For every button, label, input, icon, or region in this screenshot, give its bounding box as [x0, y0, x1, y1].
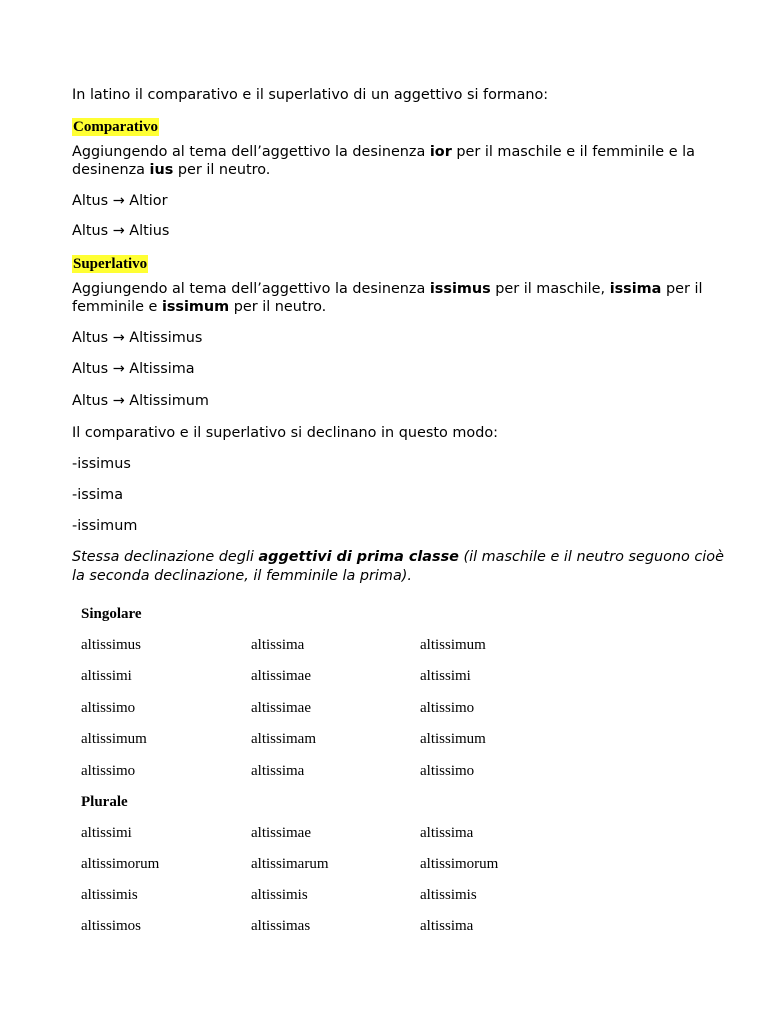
table-cell: altissima [251, 637, 305, 653]
note-line-1 [72, 548, 724, 567]
ending-item: -issimus [72, 456, 131, 472]
table-cell: altissimi [81, 825, 132, 841]
comparativo-example: Altus → Altior [72, 193, 168, 209]
table-cell: altissimae [251, 700, 311, 716]
plurale-label: Plurale [81, 794, 128, 810]
text-run: per il neutro. [229, 299, 327, 315]
table-cell: altissimo [420, 700, 475, 716]
declinazione-intro: Il comparativo e il superlativo si declinano in questo modo: [72, 425, 498, 441]
intro-text: In latino il comparativo e il superlativo di un aggettivo si formano: [72, 87, 549, 103]
ending-issima: issima [609, 281, 662, 297]
table-cell: altissimam [251, 731, 316, 747]
table-cell: altissimas [251, 918, 311, 934]
text-run: per il [661, 281, 703, 297]
table-cell: altissimi [420, 668, 471, 684]
ending-item: -issimum [72, 518, 138, 534]
comparativo-heading: Comparativo [73, 119, 158, 135]
table-row [81, 761, 641, 781]
note-line-2: la seconda declinazione, il femminile la prima). [72, 568, 412, 584]
text-run: per il maschile e il femminile e la [451, 144, 695, 160]
table-cell: altissimis [420, 887, 477, 903]
singolare-label: Singolare [81, 606, 142, 622]
table-row [81, 823, 641, 843]
text-run: femminile e [72, 299, 162, 315]
ending-ius: ius [149, 162, 174, 178]
table-cell: altissimos [81, 918, 142, 934]
text-run: Aggiungendo al tema dell’aggettivo la desinenza [72, 144, 430, 160]
text-run: per il maschile, [490, 281, 610, 297]
comparativo-example: Altus → Altius [72, 223, 170, 239]
table-row [81, 635, 641, 655]
table-row [81, 885, 641, 905]
table-cell: altissima [420, 918, 474, 934]
table-cell: altissimorum [81, 856, 160, 872]
text-run: (il maschile e il neutro seguono cioè [458, 549, 724, 565]
text-run: Aggiungendo al tema dell’aggettivo la desinenza [72, 281, 430, 297]
ending-ior: ior [429, 144, 452, 160]
superlativo-example: Altus → Altissima [72, 361, 195, 377]
text-run: per il neutro. [173, 162, 271, 178]
table-row [81, 698, 641, 718]
table-cell: altissimo [81, 700, 136, 716]
table-cell: altissimis [81, 887, 138, 903]
comparativo-line-1 [72, 143, 695, 162]
table-cell: altissimorum [420, 856, 499, 872]
table-cell: altissima [420, 825, 474, 841]
superlativo-line-1 [72, 280, 702, 299]
table-row [81, 666, 641, 686]
table-cell: altissimo [81, 763, 136, 779]
table-cell: altissimae [251, 825, 311, 841]
table-cell: altissimae [251, 668, 311, 684]
table-cell: altissimi [81, 668, 132, 684]
table-cell: altissimum [420, 637, 486, 653]
table-row [81, 729, 641, 749]
table-row [81, 916, 641, 936]
table-cell: altissima [251, 763, 305, 779]
table-cell: altissimo [420, 763, 475, 779]
superlativo-example: Altus → Altissimus [72, 330, 203, 346]
text-run: desinenza [72, 162, 150, 178]
table-cell: altissimis [251, 887, 308, 903]
ending-issimum: issimum [161, 299, 230, 315]
plurale-header [81, 792, 641, 812]
superlativo-example: Altus → Altissimum [72, 393, 209, 409]
superlativo-heading: Superlativo [73, 256, 148, 272]
table-cell: altissimum [420, 731, 486, 747]
singolare-header [81, 604, 641, 624]
ending-issimus: issimus [429, 281, 491, 297]
table-cell: altissimum [81, 731, 147, 747]
text-run: Stessa declinazione degli [72, 549, 259, 565]
table-cell: altissimarum [251, 856, 329, 872]
note-emphasis: aggettivi di prima classe [258, 549, 459, 565]
superlativo-line-2 [72, 298, 326, 317]
ending-item: -issima [72, 487, 124, 503]
comparativo-line-2 [72, 161, 270, 180]
table-cell: altissimus [81, 637, 142, 653]
table-row [81, 854, 641, 874]
